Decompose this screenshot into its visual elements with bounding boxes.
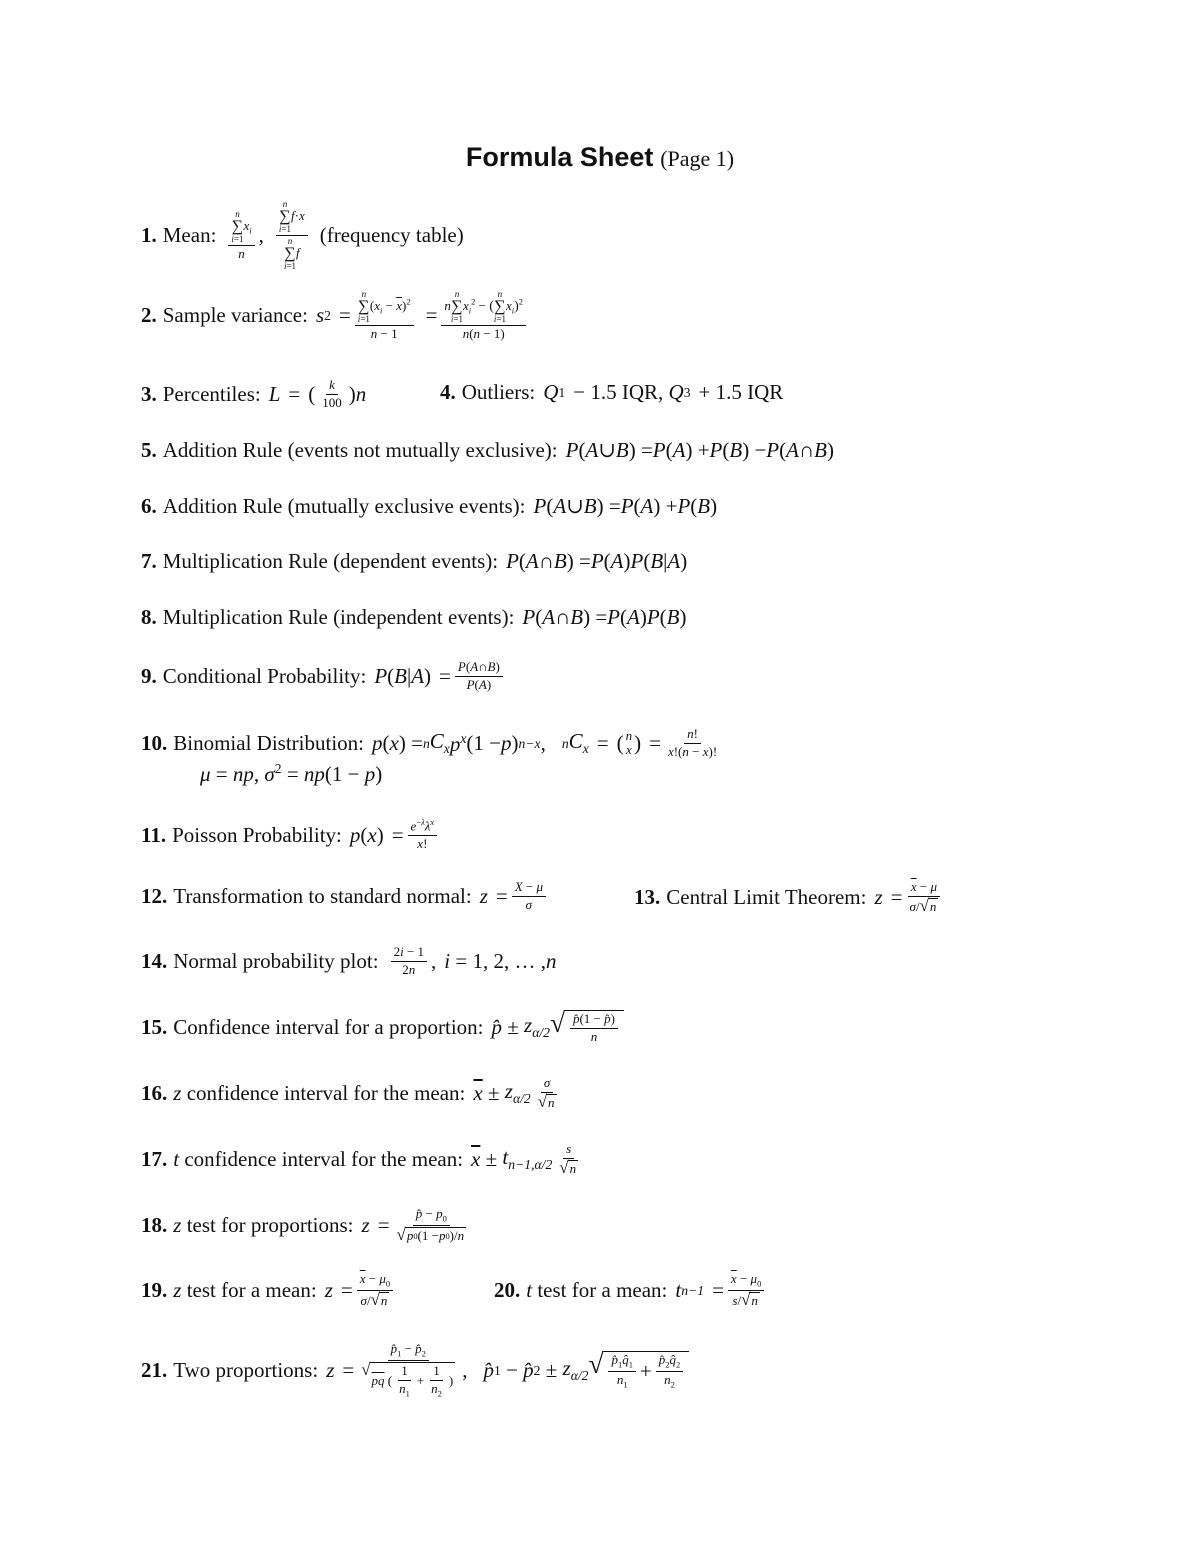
variance-fraction-2: n n ∑ i=1 $x_i^2$ − ( n ∑ i=1 $x_i)^2$ n(n − 1) (441, 290, 526, 342)
formula-8-multiplication-independent: 8. Multiplication Rule (independent events): P ( A ∩ B ) = P ( A ) P ( B ) (141, 605, 687, 629)
page-title: Formula Sheet (Page 1) (465, 142, 735, 172)
formula-6-addition-rule-exclusive: 6. Addition Rule (mutually exclusive events): P ( A ∪ B ) = P ( A ) + P ( B ) (141, 494, 718, 518)
formula-7-multiplication-dependent: 7. Multiplication Rule (dependent events): P ( A ∩ B ) = P ( A ) P ( B | A ) (141, 549, 688, 573)
formula-13-central-limit-theorem: 13. Central Limit Theorem: z = $\overline{x} - \mu$ σ/ √ n (634, 880, 945, 915)
formula-15-ci-proportion: 15. Confidence interval for a proportion: p̂ ± $z_{\alpha/2}$ √ $\frac{p̂(1 - p̂)}{n}$ (141, 1010, 624, 1045)
formula-9-conditional-probability: 9. Conditional Probability: P ( B | A ) = $\frac{P(A\cap B)}{P(A)}$ (141, 660, 507, 693)
formula-10-binomial-mean-variance: μ = np, $\sigma^2 = np(1 - p)$ (200, 761, 383, 786)
formula-12-standard-normal: 12. Transformation to standard normal: z = $\frac{X - \mu}{\sigma}$ (141, 880, 550, 913)
formula-5-addition-rule: 5. Addition Rule (events not mutually exclusive): P ( A ∪ B ) = P ( A ) + P ( B ) − P ( A ∩ B ) (141, 438, 834, 462)
formula-18-z-test-proportions: 18. z test for proportions: z = p̂ − $p_0$ √ p 0 (1 − p 0 )/ n (141, 1206, 465, 1245)
variance-fraction-1: n ∑ i=1 $(x_i - \overline{x})^2$ n − 1 (355, 290, 414, 342)
formula-1-mean: 1. Mean: n ∑ i=1 $x_i$ n , n ∑ i=1 f·x n ∑ i=1 f (frequency table) (141, 199, 464, 271)
formula-16-z-ci-mean: 16. z confidence interval for the mean: $\overline{x}$ ± $z_{\alpha/2}$ σ √ n (141, 1075, 555, 1111)
mean-fraction: n ∑ i=1 $x_i$ n (228, 210, 254, 262)
formula-17-t-ci-mean: 17. t confidence interval for the mean: $\overline{x}$ ± $t_{n-1,\alpha/2}$ s √ n (141, 1141, 577, 1177)
formula-20-t-test-mean: 20. t test for a mean: t n−1 = $\overline{x} - \mu_0$ s/ √ n (494, 1272, 768, 1309)
formula-14-normal-probability-plot: 14. Normal probability plot: $\frac{2i - 1}{2n}$ , i = 1, 2, … , n (141, 944, 557, 977)
formula-3-percentiles: 3. Percentiles: L = ( $\frac{k}{100}$ ) n (141, 377, 367, 410)
formula-11-poisson: 11. Poisson Probability: p ( x ) = $\frac{e^{-\lambda}\lambda^x}{x!}$ (141, 818, 441, 852)
formula-2-sample-variance: 2. Sample variance: s 2 = n ∑ i=1 $(x_i - \overline{x})^2$ n − 1 = n n ∑ i=1 $x_i^2$ − ( n ∑ i=1 $x_i)^2$ n(n − 1) (141, 290, 530, 342)
formula-4-outliers: 4. Outliers: Q 1 − 1.5 IQR, Q 3 + 1.5 IQR (440, 380, 784, 404)
formula-19-z-test-mean: 19. z test for a mean: z = $\overline{x} - \mu_0$ σ/ √ n (141, 1272, 397, 1309)
formula-10-binomial: 10. Binomial Distribution: p ( x ) = n $C_x$ $p^x$ (1 − p ) n−x , n $C_x$ = ( n x ) = $\frac{n!}{x!(n - x)!}$ (141, 726, 718, 759)
mean-frequency-fraction: n ∑ i=1 f·x n ∑ i=1 f (276, 200, 308, 271)
formula-21-two-proportions: 21. Two proportions: z = $p̂_1$ − $p̂_2$ √ p $\overline{q}$ ( $\frac{1}{n_1}$ + $\frac{1}{n_2}$ ) , p̂ 1 − p̂ 2 ± $z_{\alpha/2}$ √ $\frac{p̂_1q̂_1}{n_1}$ + $\frac{p̂_2q̂_2}{n_2}$ (141, 1342, 689, 1400)
